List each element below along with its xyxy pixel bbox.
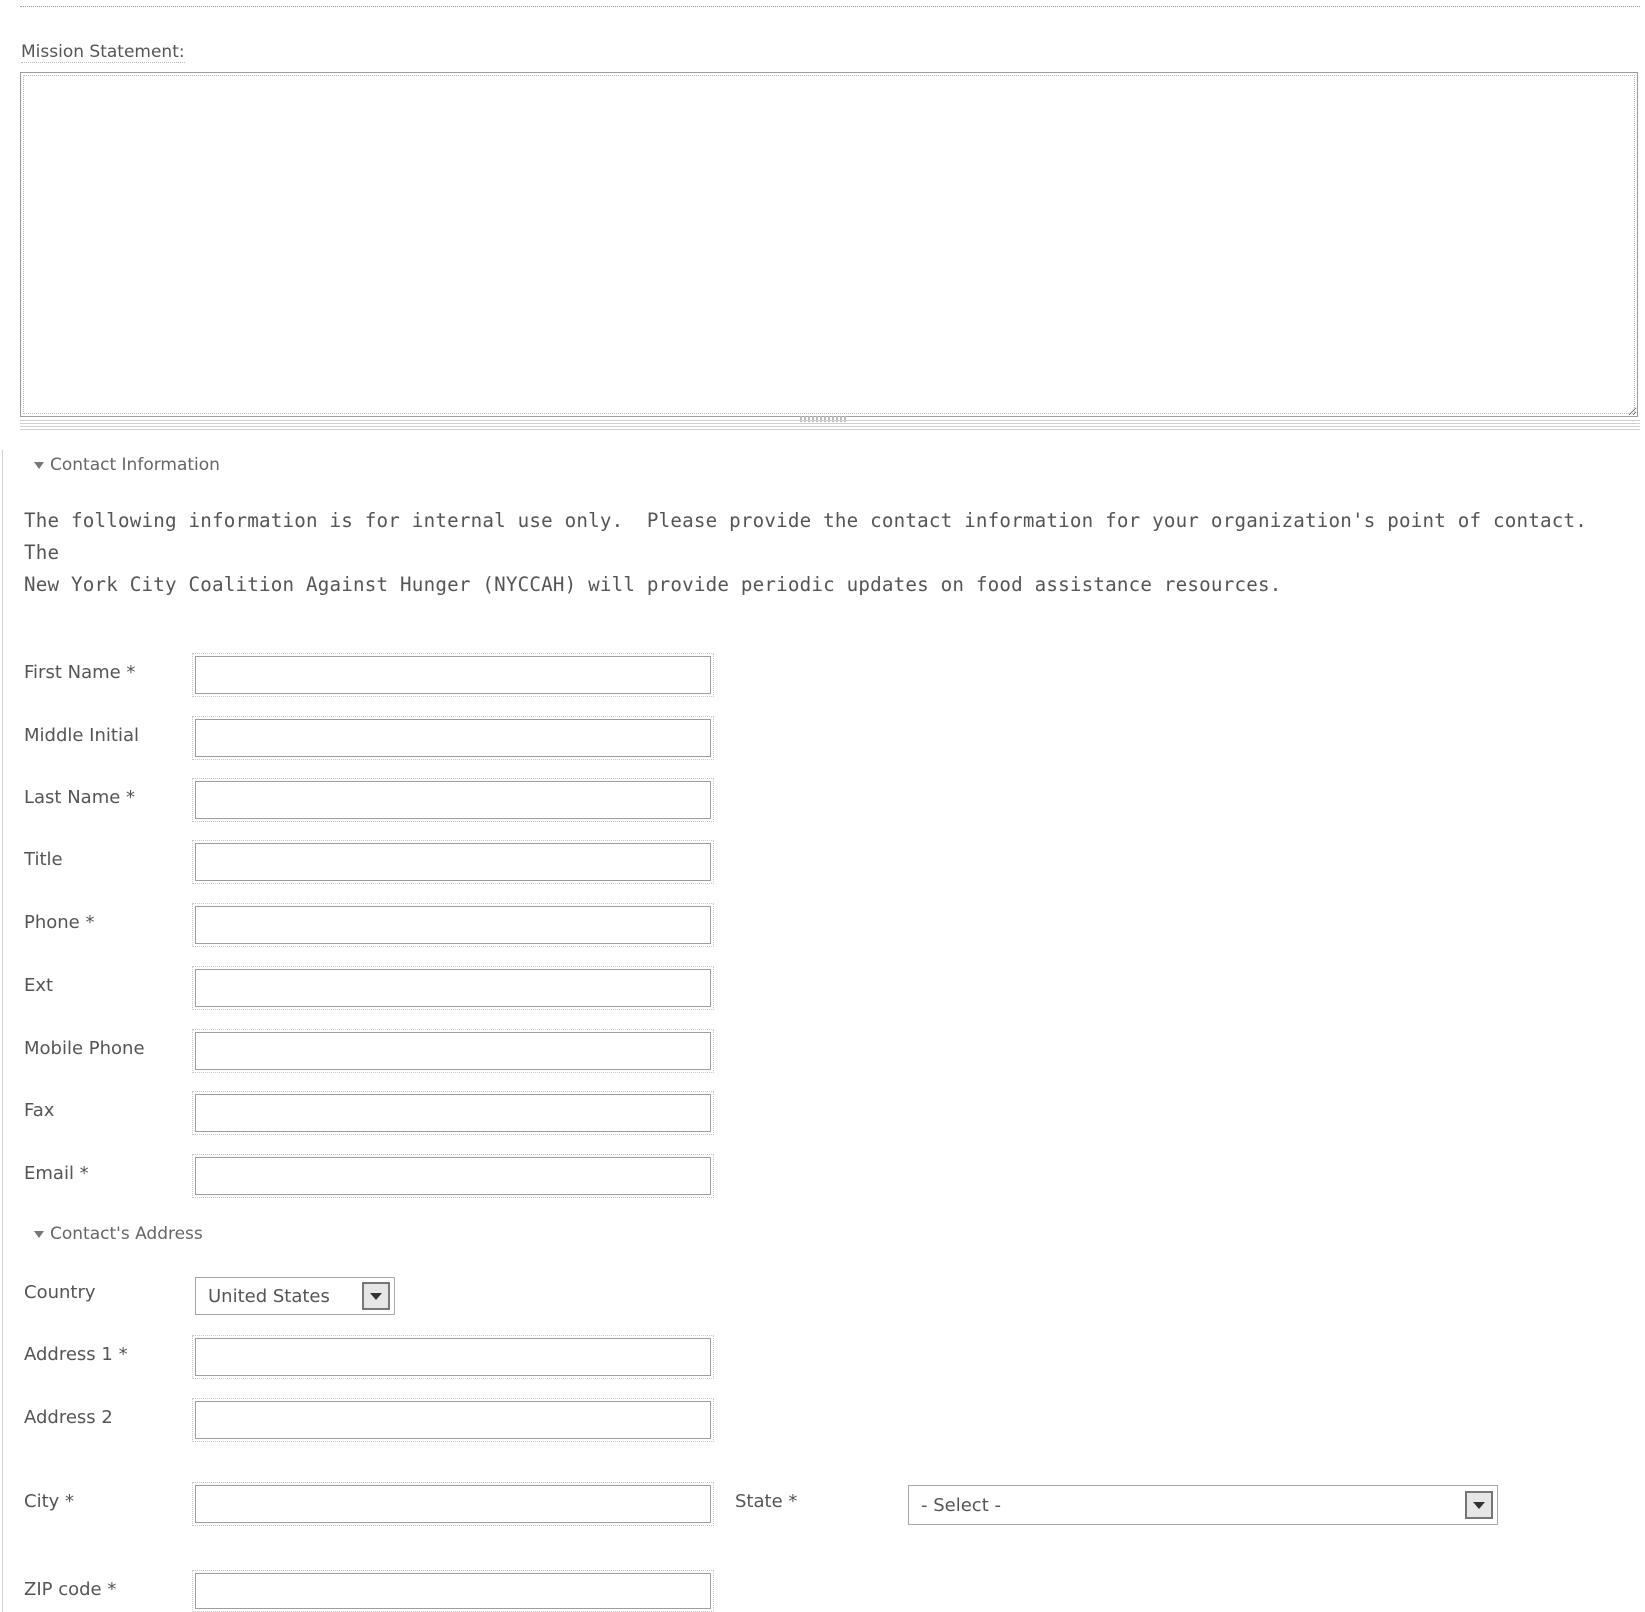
- contact-intro-line-2: New York City Coalition Against Hunger (NYCCAH) will provide periodic updates on food assistance resources.: [24, 573, 1282, 596]
- title-field[interactable]: [195, 843, 711, 881]
- contacts-address-header[interactable]: [34, 1224, 203, 1244]
- address-1-field[interactable]: [195, 1338, 711, 1376]
- last-name-field[interactable]: [195, 781, 711, 819]
- city-field[interactable]: [195, 1485, 711, 1523]
- mobile-phone-label: Mobile Phone: [24, 1038, 145, 1059]
- fax-label: Fax: [24, 1100, 55, 1121]
- phone-label: Phone *: [24, 912, 95, 933]
- zip-code-field[interactable]: [195, 1573, 711, 1609]
- contact-intro-line-1: The following information is for internal use only. Please provide the contact information for your organization's point of contact. The: [24, 509, 1611, 564]
- state-dropdown-button[interactable]: [1465, 1491, 1493, 1519]
- mobile-phone-field[interactable]: [195, 1032, 711, 1070]
- title-label: Title: [24, 849, 63, 870]
- collapse-triangle-icon: [34, 462, 44, 469]
- section-left-border: [2, 450, 3, 1612]
- middle-initial-field[interactable]: [195, 719, 711, 757]
- fax-field[interactable]: [195, 1094, 711, 1132]
- chevron-down-icon: [1473, 1502, 1485, 1509]
- state-label: State *: [735, 1491, 798, 1512]
- country-select[interactable]: [195, 1277, 395, 1315]
- contacts-address-header-label: Contact's Address: [50, 1224, 203, 1244]
- chevron-down-icon: [370, 1293, 382, 1300]
- email-label: Email *: [24, 1163, 89, 1184]
- mission-statement-textarea[interactable]: [20, 72, 1638, 417]
- top-divider: [20, 0, 1640, 7]
- contact-information-header-label: Contact Information: [50, 455, 220, 475]
- collapse-triangle-icon: [34, 1231, 44, 1238]
- last-name-label: Last Name *: [24, 787, 136, 808]
- mission-statement-label: Mission Statement:: [21, 42, 185, 62]
- address-1-label: Address 1 *: [24, 1344, 128, 1365]
- ext-label: Ext: [24, 975, 54, 996]
- email-field[interactable]: [195, 1157, 711, 1195]
- ext-field[interactable]: [195, 969, 711, 1007]
- state-select[interactable]: [908, 1485, 1498, 1525]
- phone-field[interactable]: [195, 906, 711, 944]
- country-dropdown-button[interactable]: [362, 1282, 390, 1310]
- first-name-label: First Name *: [24, 662, 136, 683]
- contact-information-header[interactable]: [34, 455, 220, 475]
- country-selected-value: United States: [208, 1285, 330, 1307]
- address-2-label: Address 2: [24, 1407, 113, 1428]
- middle-initial-label: Middle Initial: [24, 725, 139, 746]
- contact-intro-text: [24, 505, 1642, 601]
- zip-code-label: ZIP code *: [24, 1579, 117, 1600]
- state-selected-value: - Select -: [921, 1494, 1001, 1516]
- mission-bottom-divider: [20, 420, 1640, 430]
- country-label: Country: [24, 1282, 96, 1303]
- address-2-field[interactable]: [195, 1401, 711, 1439]
- city-label: City *: [24, 1491, 75, 1512]
- first-name-field[interactable]: [195, 656, 711, 694]
